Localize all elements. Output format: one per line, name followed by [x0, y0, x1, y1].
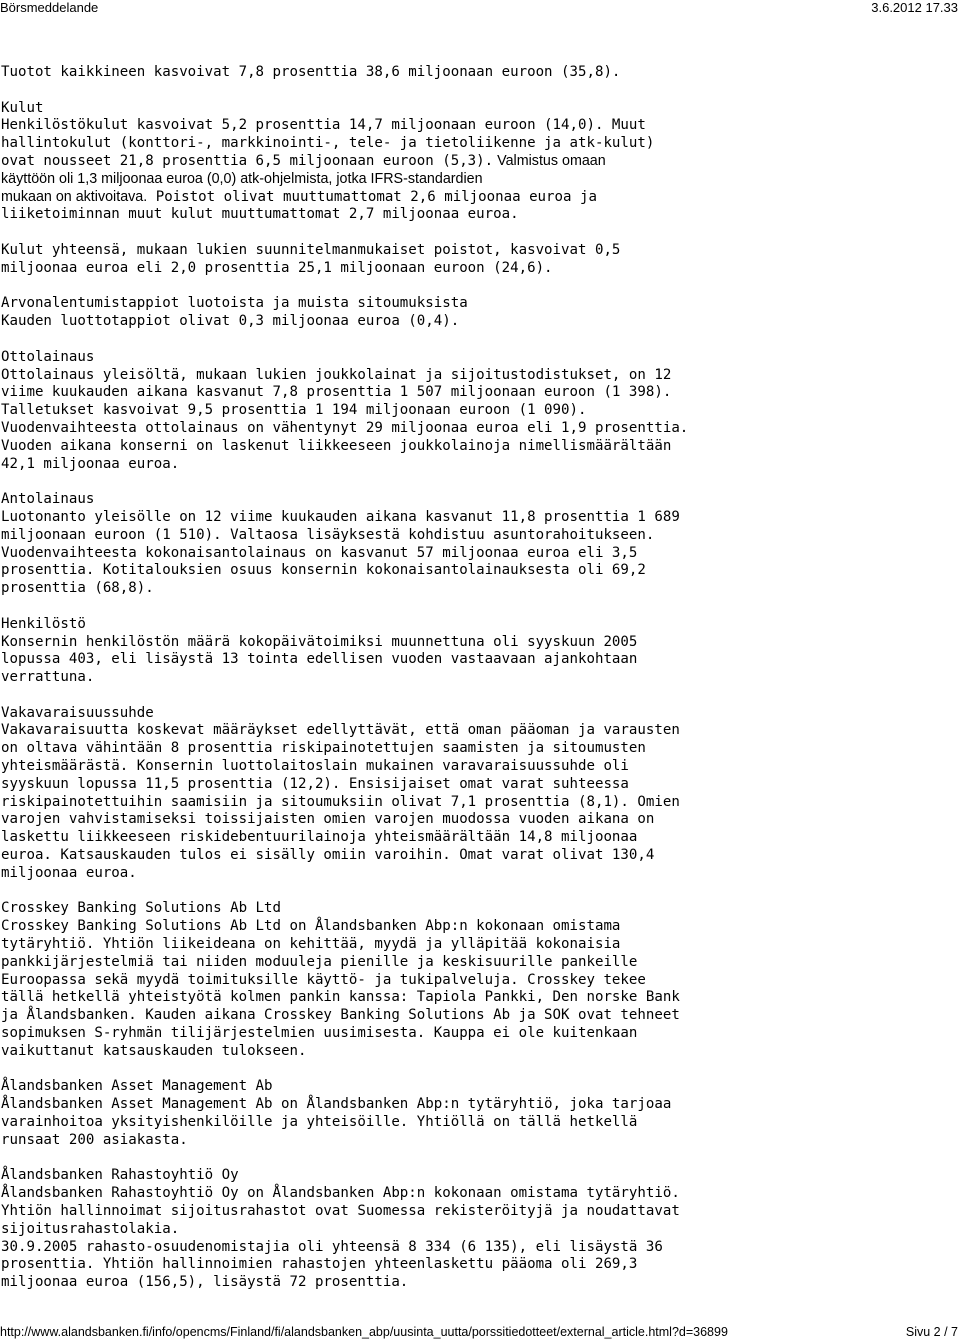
line-text: prosenttia. Kotitalouksien osuus konsernin kokonaisantolainauksesta oli 69,2 — [1, 562, 646, 579]
line-text: Poistot olivat muuttumattomat 2,6 miljoonaa euroa ja — [147, 188, 597, 205]
text-line — [1, 900, 959, 918]
line-text: Konsernin henkilöstön määrä kokopäivätoimiksi muunnettuna oli syyskuun 2005 — [1, 633, 638, 650]
text-line — [1, 740, 959, 758]
page-footer — [0, 1323, 960, 1341]
line-text: liiketoiminnan muut kulut muuttumattomat 2,7 miljoonaa euroa. — [1, 206, 519, 223]
text-line — [1, 1203, 959, 1221]
paragraph — [1, 242, 959, 278]
paragraph — [1, 1167, 959, 1292]
text-line — [1, 260, 959, 278]
text-line — [1, 1274, 959, 1292]
text-line — [1, 1167, 959, 1185]
line-text: Kauden luottotappiot olivat 0,3 miljoonaa euroa (0,4). — [1, 313, 460, 330]
text-line — [1, 171, 959, 189]
paragraph — [1, 616, 959, 687]
line-text: pankkijärjestelmiä tai niiden moduuleja pienille ja keskisuurille pankeille — [1, 953, 638, 970]
line-text: Tuotot kaikkineen kasvoivat 7,8 prosenttia 38,6 miljoonaan euroon (35,8). — [1, 64, 621, 80]
line-text: Henkilöstö — [1, 615, 86, 632]
document-datetime: 3.6.2012 17.33 — [871, 0, 958, 15]
text-line — [1, 135, 959, 153]
text-line — [1, 705, 959, 723]
text-line — [1, 1256, 959, 1274]
line-text: Kulut yhteensä, mukaan lukien suunnitelmanmukaiset poistot, kasvoivat 0,5 — [1, 241, 621, 258]
text-line — [1, 562, 959, 580]
line-text: prosenttia. Yhtiön hallinnoimien rahastojen yhteenlaskettu pääoma oli 269,3 — [1, 1256, 638, 1273]
line-text: on oltava vähintään 8 prosenttia riskipainotettujen saamisten ja sitoumusten — [1, 740, 646, 757]
paragraph — [1, 1078, 959, 1149]
text-line — [1, 527, 959, 545]
text-line — [1, 189, 959, 207]
line-text: vaikuttanut katsauskauden tulokseen. — [1, 1042, 307, 1059]
line-text: Luotonanto yleisölle on 12 viime kuukauden aikana kasvanut 11,8 prosenttia 1 689 — [1, 508, 680, 525]
text-line — [1, 1043, 959, 1061]
text-line — [1, 1221, 959, 1239]
paragraph — [1, 295, 959, 331]
text-line — [1, 758, 959, 776]
line-text: Arvonalentumistappiot luotoista ja muista sitoumuksista — [1, 295, 468, 312]
text-line — [1, 1096, 959, 1114]
line-text: prosenttia (68,8). — [1, 580, 154, 597]
line-text: 30.9.2005 rahasto-osuudenomistajia oli yhteensä 8 334 (6 135), eli lisäystä 36 — [1, 1238, 663, 1255]
line-text: Euroopassa sekä myydä toimituksille käyttö- ja tukipalveluja. Crosskey tekee — [1, 971, 646, 988]
text-line — [1, 811, 959, 829]
line-text: Crosskey Banking Solutions Ab Ltd — [1, 900, 282, 917]
line-text: Yhtiön hallinnoimat sijoitusrahastot ovat Suomessa rekisteröityjä ja noudattavat — [1, 1203, 680, 1219]
line-text: Ålandsbanken Rahastoyhtiö Oy on Ålandsbanken Abp:n kokonaan omistama tytäryhtiö. — [1, 1185, 680, 1202]
text-line — [1, 1007, 959, 1025]
line-text: lopussa 403, eli lisäystä 13 tointa edellisen vuoden vastaavaan ajankohtaan — [1, 651, 638, 668]
paragraph — [1, 64, 959, 82]
line-text: Ålandsbanken Asset Management Ab — [1, 1078, 273, 1095]
line-text: Vakavaraisuussuhde — [1, 704, 154, 721]
text-line — [1, 456, 959, 474]
text-line — [1, 1078, 959, 1096]
line-text: varojen vahvistamiseksi toissijaisten omien varojen muodossa vuoden aikana on — [1, 811, 655, 828]
line-text: Talletukset kasvoivat 9,5 prosenttia 1 194 miljoonaan euroon (1 090). — [1, 402, 587, 419]
text-line — [1, 402, 959, 420]
line-text: laskettu liikkeeseen riskidebentuurilainoja yhteismäärältään 14,8 miljoonaa — [1, 829, 638, 846]
text-line — [1, 1132, 959, 1150]
text-line — [1, 847, 959, 865]
text-line — [1, 669, 959, 687]
line-text-sans: käyttöön oli 1,3 miljoonaa euroa (0,0) atk-ohjelmista, jotka IFRS-standardien — [1, 170, 483, 187]
line-text: runsaat 200 asiakasta. — [1, 1131, 188, 1148]
line-text: sopimuksen S-ryhmän tilijärjestelmien uusimisesta. Kauppa ei ole kuitenkaan — [1, 1025, 638, 1042]
text-line — [1, 954, 959, 972]
line-text: miljoonaa euroa. — [1, 864, 137, 881]
line-text: varainhoitoa yksityishenkilöille ja yhteisöille. Yhtiöllä on tällä hetkellä — [1, 1114, 638, 1131]
line-text: Vuodenvaihteesta kokonaisantolainaus on kasvanut 57 miljoonaa euroa eli 3,5 — [1, 544, 638, 561]
line-text: riskipainotettuihin saamisiin ja sitoumuksiin olivat 7,1 prosenttia (8,1). Omien — [1, 793, 680, 810]
line-text: Vuoden aikana konserni on laskenut liikkeeseen joukkolainoja nimellismäärältään — [1, 437, 672, 454]
text-line — [1, 367, 959, 385]
line-text: Henkilöstökulut kasvoivat 5,2 prosenttia 14,7 miljoonaan euroon (14,0). Muut — [1, 117, 646, 134]
line-text: miljoonaa euroa eli 2,0 prosenttia 25,1 miljoonaan euroon (24,6). — [1, 259, 553, 276]
text-line — [1, 651, 959, 669]
line-text: Vakavaraisuutta koskevat määräykset edellyttävät, että oman pääoman ja varausten — [1, 722, 680, 739]
text-line — [1, 64, 959, 82]
text-line — [1, 936, 959, 954]
paragraph — [1, 491, 959, 598]
line-text: 42,1 miljoonaa euroa. — [1, 455, 180, 472]
line-text: yhteismäärästä. Konsernin luottolaitoslain mukainen varavaraisuussuhde oli — [1, 758, 629, 775]
line-text: verrattuna. — [1, 669, 95, 686]
line-text: Vuodenvaihteesta ottolainaus on vähentynyt 29 miljoonaa euroa eli 1,9 prosenttia. — [1, 419, 689, 436]
text-line — [1, 117, 959, 135]
line-text: Kulut — [1, 99, 44, 116]
text-line — [1, 1025, 959, 1043]
text-line — [1, 918, 959, 936]
paragraph — [1, 349, 959, 474]
text-line — [1, 509, 959, 527]
paragraph — [1, 900, 959, 1060]
line-text: Ottolainaus — [1, 348, 95, 365]
text-line — [1, 1239, 959, 1257]
text-line — [1, 100, 959, 118]
text-line — [1, 616, 959, 634]
line-text: Ålandsbanken Asset Management Ab on Ålandsbanken Abp:n tytäryhtiö, joka tarjoaa — [1, 1096, 672, 1113]
line-text: viime kuukauden aikana kasvanut 7,8 prosenttia 1 507 miljoonaan euroon (1 398). — [1, 384, 672, 401]
text-line — [1, 295, 959, 313]
text-line — [1, 776, 959, 794]
line-text-sans: Valmistus omaan — [493, 152, 606, 169]
line-text: tällä hetkellä yhteistyötä kolmen pankin kanssa: Tapiola Pankki, Den norske Bank — [1, 989, 680, 1006]
text-line — [1, 384, 959, 402]
text-line — [1, 545, 959, 563]
text-line — [1, 491, 959, 509]
line-text: ovat nousseet 21,8 prosenttia 6,5 miljoonaan euroon (5,3). — [1, 152, 494, 169]
line-text: Crosskey Banking Solutions Ab Ltd on Ålandsbanken Abp:n kokonaan omistama — [1, 918, 621, 935]
line-text: tytäryhtiö. Yhtiön liikeideana on kehittää, myydä ja ylläpitää kokonaisia — [1, 936, 621, 953]
page-number: Sivu 2 / 7 — [905, 1325, 958, 1339]
text-line — [1, 722, 959, 740]
text-line — [1, 634, 959, 652]
paragraph — [1, 705, 959, 883]
text-line — [1, 829, 959, 847]
line-text: miljoonaan euroon (1 510). Valtaosa lisäyksestä kohdistuu asuntorahoitukseen. — [1, 526, 655, 543]
line-text: miljoonaa euroa (156,5), lisäystä 72 prosenttia. — [1, 1274, 409, 1291]
text-line — [1, 153, 959, 171]
line-text: hallintokulut (konttori-, markkinointi-, tele- ja tietoliikenne ja atk-kulut) — [1, 135, 655, 152]
text-line — [1, 420, 959, 438]
line-text: Ottolainaus yleisöltä, mukaan lukien joukkolainat ja sijoitustodistukset, on 12 — [1, 366, 672, 383]
line-text-sans: mukaan on aktivoitava. — [1, 188, 148, 205]
line-text: syyskuun lopussa 11,5 prosenttia (12,2). Ensisijaiset omat varat suhteessa — [1, 775, 629, 792]
line-text: euroa. Katsauskauden tulos ei sisälly omiin varoihin. Omat varat olivat 130,4 — [1, 847, 655, 864]
page-header — [0, 0, 960, 16]
line-text: Ålandsbanken Rahastoyhtiö Oy — [1, 1167, 239, 1184]
text-line — [1, 438, 959, 456]
text-line — [1, 794, 959, 812]
line-text: Antolainaus — [1, 491, 95, 508]
line-text: sijoitusrahastolakia. — [1, 1220, 180, 1237]
text-line — [1, 989, 959, 1007]
text-line — [1, 349, 959, 367]
text-line — [1, 865, 959, 883]
text-line — [1, 1185, 959, 1203]
text-line — [1, 206, 959, 224]
text-line — [1, 580, 959, 598]
document-body — [1, 64, 959, 1310]
line-text: ja Ålandsbanken. Kauden aikana Crosskey Banking Solutions Ab ja SOK ovat tehneet — [1, 1007, 680, 1024]
text-line — [1, 1114, 959, 1132]
text-line — [1, 972, 959, 990]
text-line — [1, 242, 959, 260]
document-title: Börsmeddelande — [0, 0, 99, 15]
paragraph — [1, 100, 959, 225]
text-line — [1, 313, 959, 331]
source-url: http://www.alandsbanken.fi/info/opencms/Finland/fi/alandsbanken_abp/uusinta_uutta/porssitiedotteet/external_article.html?d=36899 — [0, 1325, 728, 1339]
